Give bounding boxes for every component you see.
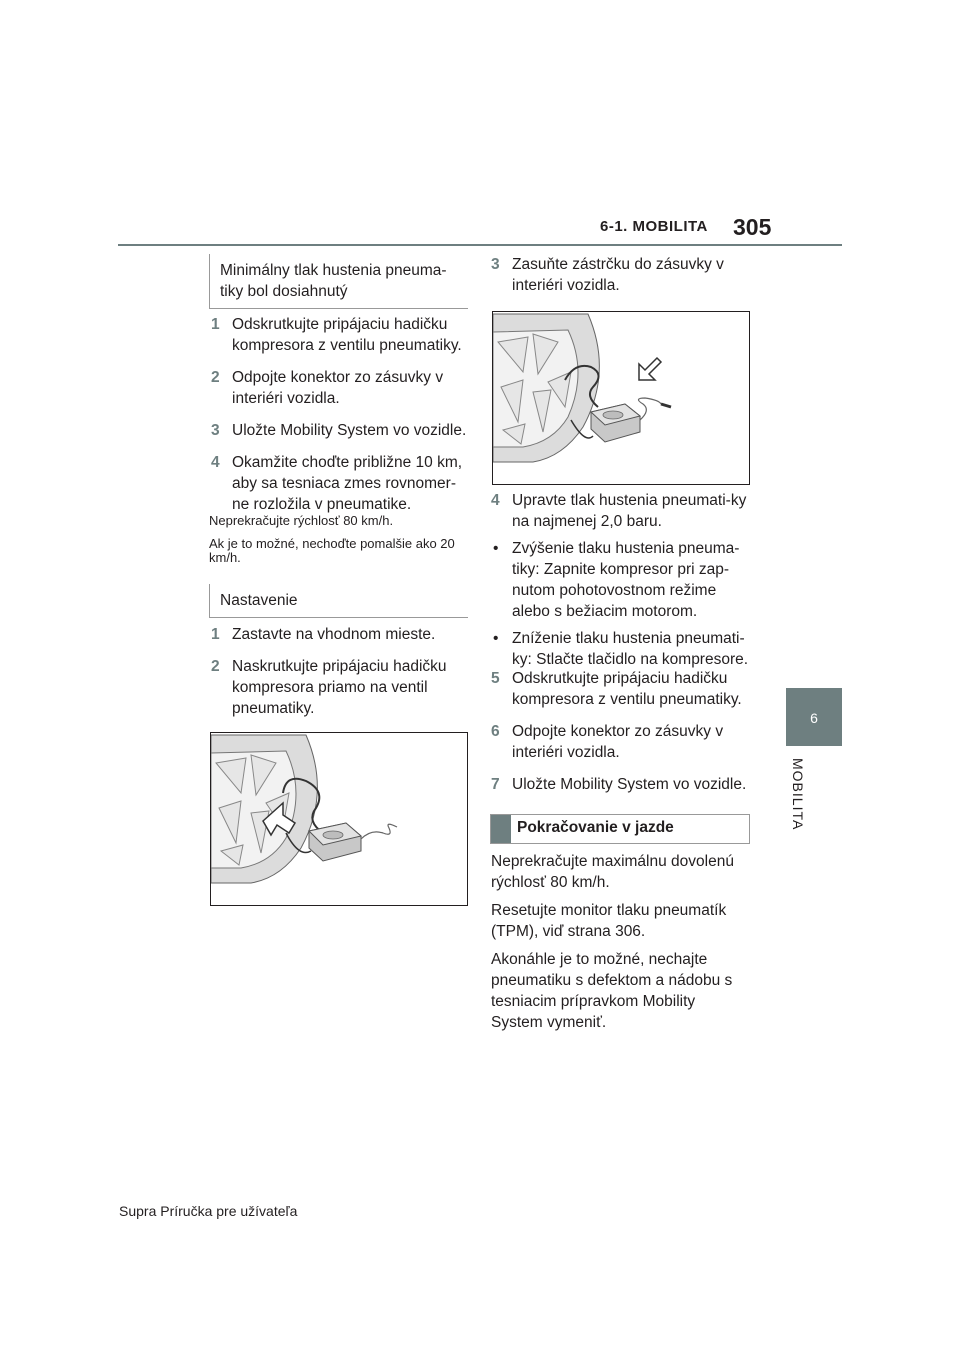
list-item: 2 Odpojte konektor zo zásuvky v interiéri vozidla. bbox=[211, 369, 444, 407]
chapter-number: 6 bbox=[810, 710, 818, 726]
chapter-tab bbox=[786, 688, 842, 746]
plug-socket-illustration bbox=[493, 312, 749, 484]
bullet-item: • Zvýšenie tlaku hustenia pneuma-tiky: Zapnite kompresor pri zap-nutom pohotovostnom režime alebo s bežiacim motorom. bbox=[493, 540, 740, 620]
min-speed-note: Ak je to možné, nechoďte pomalšie ako 20 km/h. bbox=[209, 536, 455, 565]
section-title: 6-1. MOBILITA bbox=[600, 218, 708, 235]
list-item: 6 Odpojte konektor zo zásuvky v interiéri vozidla. bbox=[491, 723, 724, 761]
info-box-pressure-reached: Minimálny tlak hustenia pneuma-tiky bol dosiahnutý bbox=[209, 254, 468, 309]
speed-note: Neprekračujte rýchlosť 80 km/h. bbox=[209, 513, 394, 528]
steps-list-c bbox=[491, 668, 753, 795]
paragraph-replace-tire: Akonáhle je to možné, nechajte pneumatiku s defektom a nádobu s tesniacim prípravkom Mobility System vymeniť. bbox=[491, 951, 733, 1031]
figure-plug-socket bbox=[492, 311, 750, 485]
heading-marker bbox=[491, 815, 511, 843]
list-item: 4 Okamžite choďte približne 10 km, aby sa tesniaca zmes rovnomer-ne rozložila v pneumatike. bbox=[211, 454, 463, 513]
step-3 bbox=[491, 254, 749, 296]
steps-list-a bbox=[211, 314, 469, 515]
list-item: 3 Uložte Mobility System vo vozidle. bbox=[211, 422, 467, 439]
paragraph-reset-tpm: Resetujte monitor tlaku pneumatík (TPM), viď strana 306. bbox=[491, 902, 727, 940]
figure-compressor-valve bbox=[210, 732, 468, 906]
bullet-item: • Zníženie tlaku hustenia pneumati-ky: Stlačte tlačidlo na kompresore. bbox=[493, 630, 749, 668]
info-box-setting: Nastavenie bbox=[209, 584, 468, 618]
page-number: 305 bbox=[733, 214, 772, 240]
header-rule bbox=[118, 244, 842, 246]
list-item: 2 Naskrutkujte pripájaciu hadičku kompresora priamo na ventil pneumatiky. bbox=[211, 658, 447, 717]
compressor-valve-illustration bbox=[211, 733, 467, 905]
list-item: 3 Zasuňte zástrčku do zásuvky v interiéri vozidla. bbox=[491, 256, 724, 294]
continue-heading: Pokračovanie v jazde bbox=[517, 819, 674, 836]
list-item: 4 Upravte tlak hustenia pneumati-ky na najmenej 2,0 baru. bbox=[491, 492, 747, 530]
continue-heading-box bbox=[490, 814, 750, 844]
paragraph-max-speed: Neprekračujte maximálnu dovolenú rýchlosť 80 km/h. bbox=[491, 853, 734, 891]
step-4-and-bullets bbox=[491, 490, 753, 670]
list-item: 1 Odskrutkujte pripájaciu hadičku kompresora z ventilu pneumatiky. bbox=[211, 316, 462, 354]
footer-title: Supra Príručka pre užívateľa bbox=[119, 1203, 298, 1219]
chapter-label: MOBILITA bbox=[790, 758, 806, 831]
list-item: 1 Zastavte na vhodnom mieste. bbox=[211, 626, 436, 643]
list-item: 5 Odskrutkujte pripájaciu hadičku kompresora z ventilu pneumatiky. bbox=[491, 670, 742, 708]
list-item: 7 Uložte Mobility System vo vozidle. bbox=[491, 776, 747, 793]
steps-list-b bbox=[211, 624, 469, 719]
